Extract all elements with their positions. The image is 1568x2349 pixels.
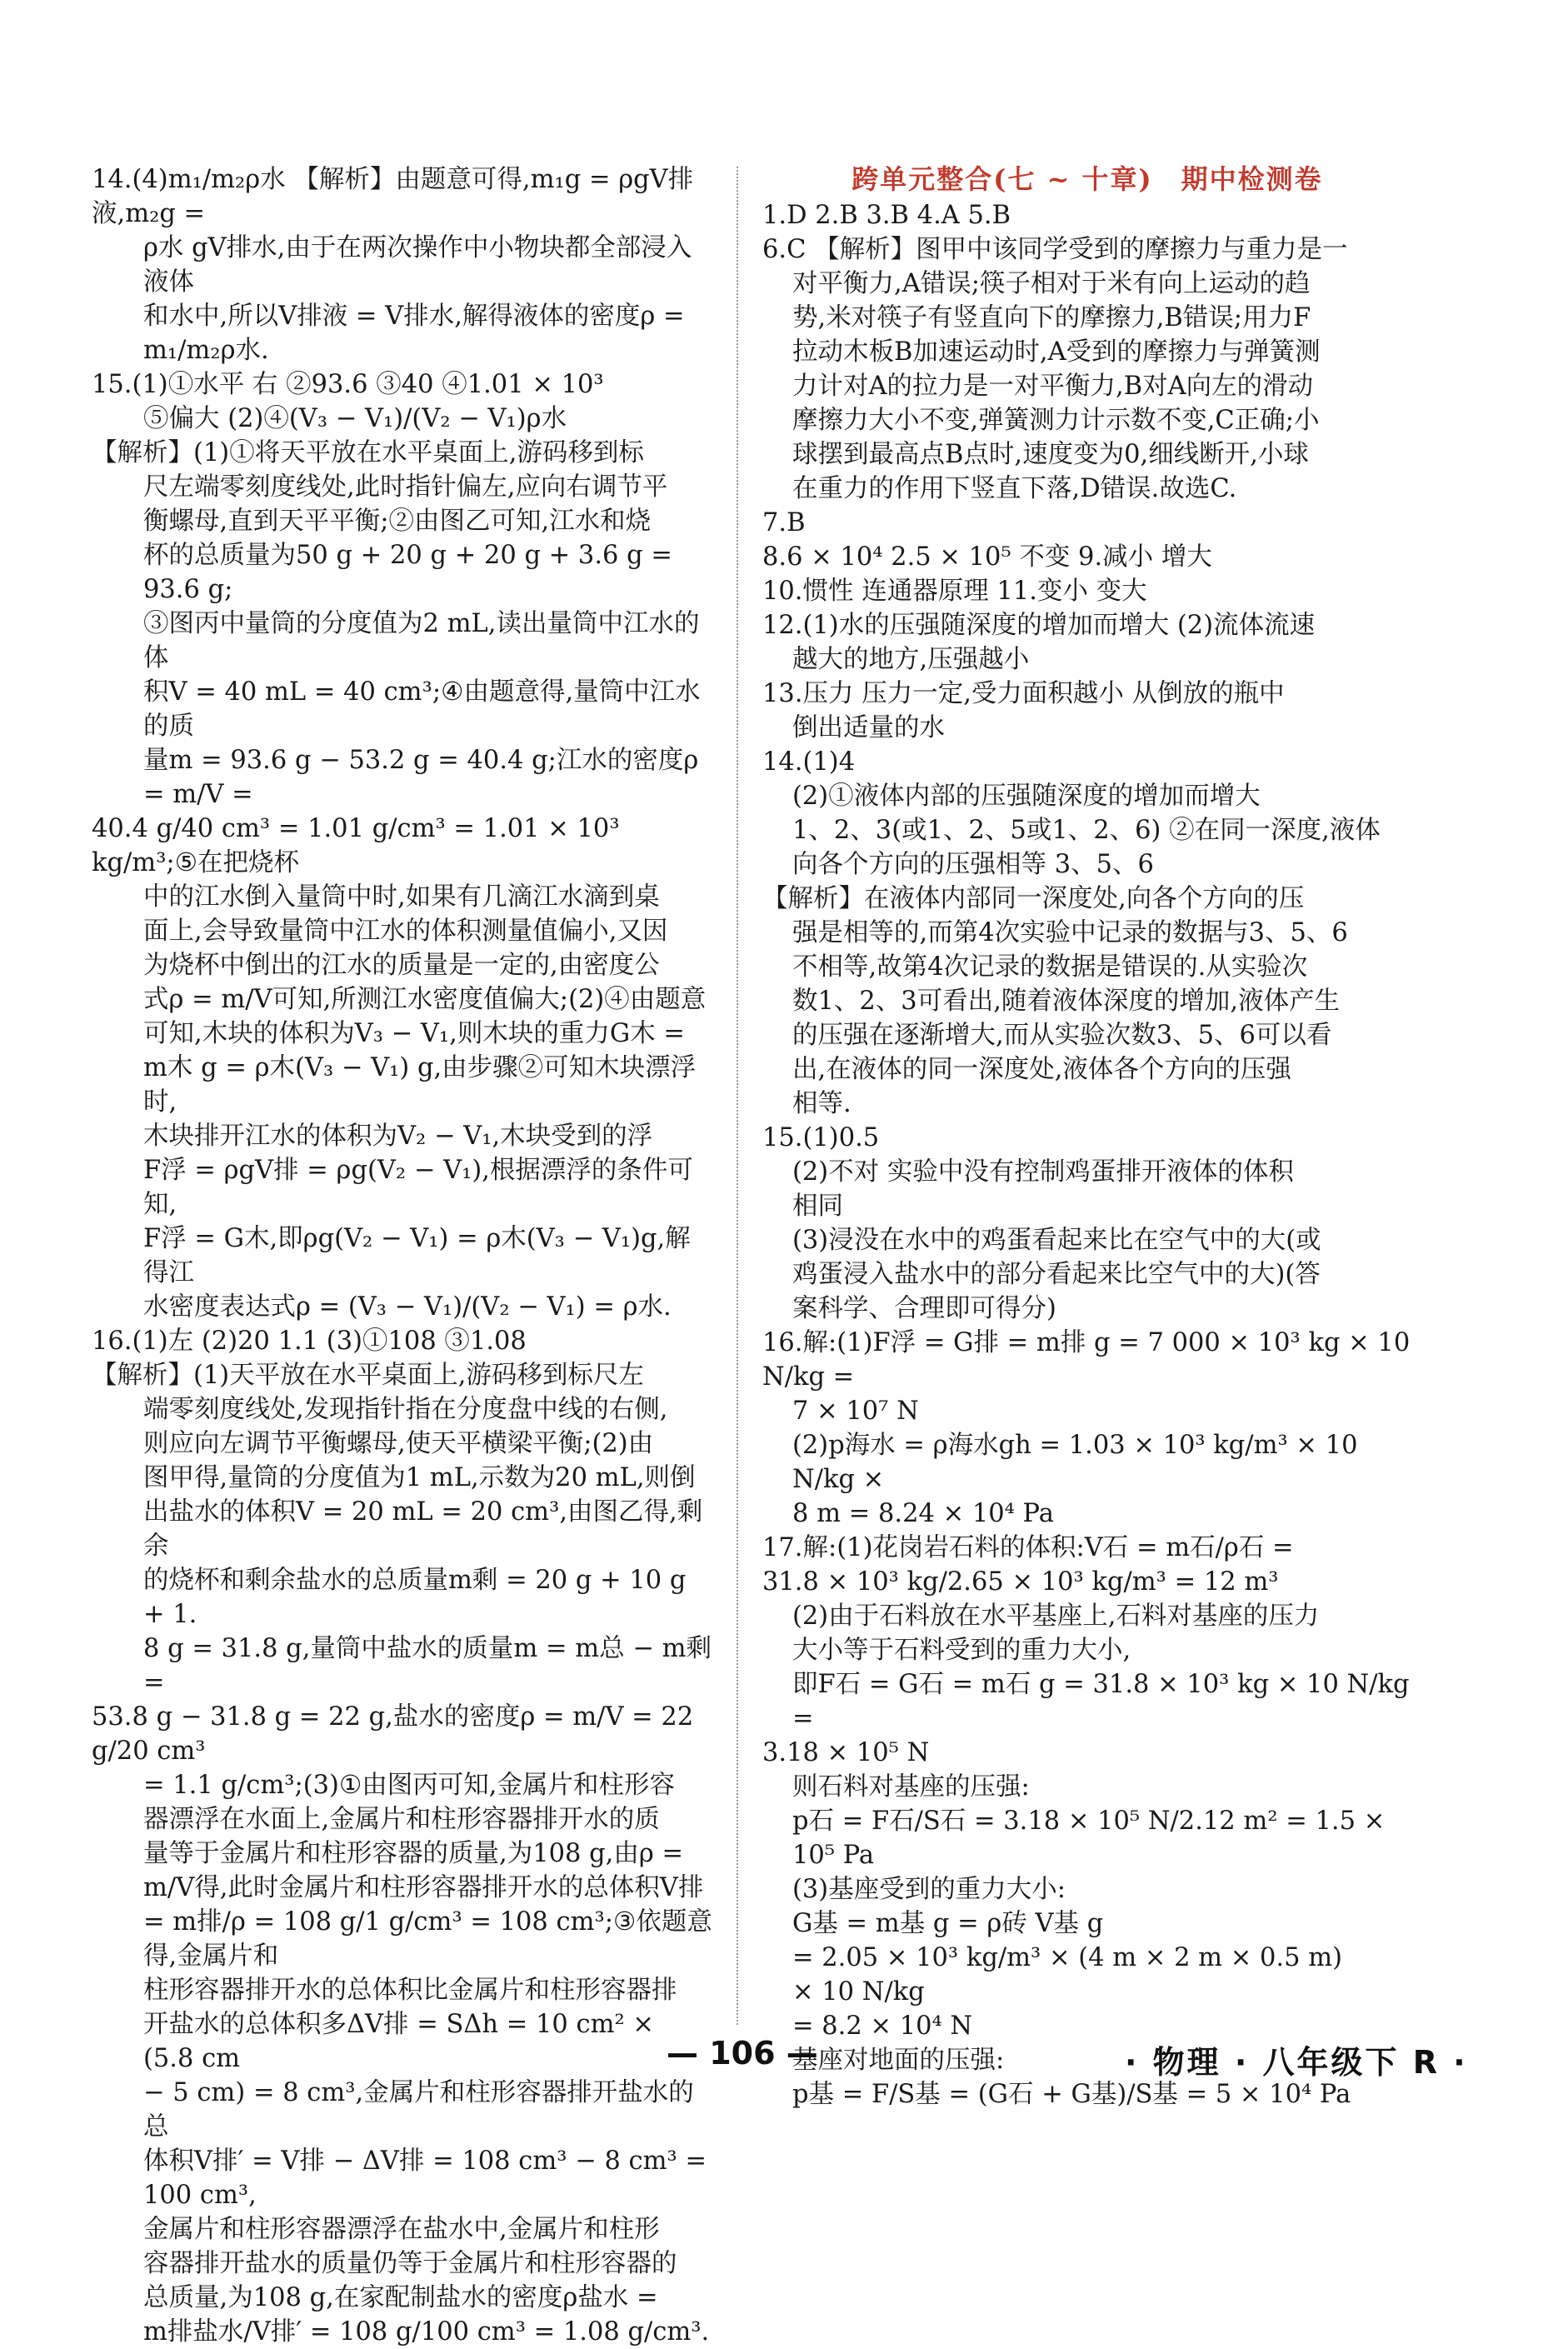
text-line: 17.解:(1)花岗岩石料的体积:V石 = m石/ρ石 =: [762, 1533, 1294, 1562]
text-line: 3.18 × 10⁵ N: [762, 1738, 930, 1767]
text-line: F浮 = ρgV排 = ρg(V₂ − V₁),根据漂浮的条件可知,: [143, 1156, 693, 1219]
text-line: 积V = 40 mL = 40 cm³;④由题意得,量筒中江水的质: [143, 677, 701, 741]
text-line: 31.8 × 10³ kg/2.65 × 10³ kg/m³ = 12 m³: [762, 1567, 1279, 1597]
text-line: 量m = 93.6 g − 53.2 g = 40.4 g;江水的密度ρ = m/V =: [143, 746, 707, 809]
text-line: 鸡蛋浸入盐水中的部分看起来比空气中的大)(答: [792, 1260, 1321, 1289]
text-line: 相等.: [792, 1089, 851, 1118]
text-line: (2)p海水 = ρ海水gh = 1.03 × 10³ kg/m³ × 10 N/kg ×: [792, 1431, 1366, 1494]
text-line: 8.6 × 10⁴ 2.5 × 10⁵ 不变 9.减小 增大: [762, 542, 1212, 572]
text-line: 则应向左调节平衡螺母,使天平横梁平衡;(2)由: [143, 1429, 654, 1458]
text-line: 器漂浮在水面上,金属片和柱形容器排开水的质: [143, 1805, 660, 1834]
text-line: 尺左端零刻度线处,此时指针偏左,应向右调节平: [143, 472, 668, 502]
text-line: 则石料对基座的压强:: [792, 1772, 1030, 1802]
text-line: 杯的总质量为50 g + 20 g + 20 g + 3.6 g = 93.6 g;: [143, 541, 681, 604]
text-line: 6.C 【解析】图甲中该同学受到的摩擦力与重力是一: [762, 235, 1348, 264]
text-line: 中的江水倒入量筒中时,如果有几滴江水滴到桌: [143, 882, 660, 912]
text-line: 向各个方向的压强相等 3、5、6: [792, 850, 1154, 879]
text-line: (2)①液体内部的压强随深度的增加而增大: [792, 782, 1261, 811]
text-line: 不相等,故第4次记录的数据是错误的.从实验次: [792, 952, 1308, 982]
text-line: 8 g = 31.8 g,量筒中盐水的质量m = m总 − m剩 =: [143, 1634, 720, 1697]
text-line: 16.解:(1)F浮 = G排 = m排 g = 7 000 × 10³ kg × 10 N/kg =: [762, 1328, 1418, 1392]
text-line: (2)不对 实验中没有控制鸡蛋排开液体的体积: [792, 1157, 1294, 1187]
text-line: 倒出适量的水: [792, 713, 945, 742]
text-line: 体积V排′ = V排 − ΔV排 = 108 cm³ − 8 cm³ = 100 cm³,: [143, 2147, 715, 2210]
text-line: 摩擦力大小不变,弹簧测力计示数不变,C正确;小: [792, 406, 1320, 435]
text-line: 大小等于石料受到的重力大小,: [792, 1636, 1131, 1665]
text-line: 案科学、合理即可得分): [792, 1294, 1056, 1323]
text-line: 【解析】(1)天平放在水平桌面上,游码移到标尺左: [92, 1361, 644, 1390]
text-line: 拉动木板B加速运动时,A受到的摩擦力与弹簧测: [792, 337, 1321, 367]
text-line: = 2.05 × 10³ kg/m³ × (4 m × 2 m × 0.5 m): [792, 1943, 1343, 1972]
text-line: m排盐水/V排′ = 108 g/100 cm³ = 1.08 g/cm³.: [143, 2317, 710, 2347]
text-line: G基 = m基 g = ρ砖 V基 g: [792, 1909, 1104, 1938]
text-line: 基座对地面的压强:: [792, 2046, 1005, 2075]
text-line: 8 m = 8.24 × 10⁴ Pa: [792, 1499, 1054, 1528]
right-column: [762, 162, 1418, 2112]
text-line: 面上,会导致量筒中江水的体积测量值偏小,又因: [143, 917, 668, 946]
text-line: 53.8 g − 31.8 g = 22 g,盐水的密度ρ = m/V = 22 g/20 cm³: [92, 1702, 702, 1766]
text-line: 容器排开盐水的质量仍等于金属片和柱形容器的: [143, 2249, 677, 2278]
page-footer: [0, 2035, 1568, 2085]
text-line: (2)由于石料放在水平基座上,石料对基座的压力: [792, 1602, 1320, 1631]
text-line: 【解析】在液体内部同一深度处,向各个方向的压: [762, 884, 1305, 913]
left-column: [92, 162, 720, 2349]
text-line: 相同: [792, 1192, 843, 1221]
text-line: 40.4 g/40 cm³ = 1.01 g/cm³ = 1.01 × 10³ kg/m³;⑤在把烧杯: [92, 814, 628, 877]
text-line: ⑤偏大 (2)④(V₃ − V₁)/(V₂ − V₁)ρ水: [143, 404, 567, 433]
text-line: 15.(1)0.5: [762, 1123, 880, 1152]
text-line: 总质量,为108 g,在家配制盐水的密度ρ盐水 =: [143, 2283, 658, 2312]
book-info: · 物理 · 八年级下 R ·: [1125, 2044, 1468, 2081]
text-line: 可知,木块的体积为V₃ − V₁,则木块的重力G木 =: [143, 1019, 685, 1048]
text-line: 强是相等的,而第4次实验中记录的数据与3、5、6: [792, 918, 1348, 947]
text-line: = 8.2 × 10⁴ N: [792, 2012, 973, 2041]
text-line: p基 = F/S基 = (G石 + G基)/S基 = 5 × 10⁴ Pa: [792, 2080, 1351, 2109]
text-line: 7.B: [762, 508, 806, 537]
text-line: 开盐水的总体积多ΔV排 = SΔh = 10 cm² × (5.8 cm: [143, 2010, 662, 2073]
text-line: 对平衡力,A错误;筷子相对于米有向上运动的趋: [792, 269, 1311, 298]
right-column-body: [762, 198, 1418, 2112]
text-line: = 1.1 g/cm³;(3)①由图丙可知,金属片和柱形容: [143, 1771, 675, 1800]
page-number: — 106 —: [667, 2035, 818, 2072]
text-line: ③图丙中量筒的分度值为2 mL,读出量筒中江水的体: [143, 609, 700, 672]
text-line: 和水中,所以V排液 = V排水,解得液体的密度ρ = m₁/m₂ρ水.: [143, 302, 693, 365]
text-line: ρ水 gV排水,由于在两次操作中小物块都全部浸入液体: [143, 233, 692, 297]
text-line: 力计对A的拉力是一对平衡力,B对A向左的滑动: [792, 372, 1314, 401]
text-line: 1、2、3(或1、2、5或1、2、6) ②在同一深度,液体: [792, 816, 1381, 845]
text-line: 端零刻度线处,发现指针指在分度盘中线的右侧,: [143, 1395, 668, 1424]
text-line: 7 × 10⁷ N: [792, 1397, 919, 1426]
text-line: 图甲得,量筒的分度值为1 mL,示数为20 mL,则倒: [143, 1463, 696, 1492]
text-line: 即F石 = G石 = m石 g = 31.8 × 10³ kg × 10 N/kg =: [792, 1670, 1418, 1733]
text-line: 出盐水的体积V = 20 mL = 20 cm³,由图乙得,剩余: [143, 1497, 703, 1561]
text-line: 柱形容器排开水的总体积比金属片和柱形容器排: [143, 1976, 677, 2005]
text-line: 的烧杯和剩余盐水的总质量m剩 = 20 g + 10 g + 1.: [143, 1566, 695, 1629]
text-line: 衡螺母,直到天平平衡;②由图乙可知,江水和烧: [143, 507, 652, 536]
text-line: 16.(1)左 (2)20 1.1 (3)①108 ③1.08: [92, 1327, 527, 1356]
text-line: m木 g = ρ木(V₃ − V₁) g,由步骤②可知木块漂浮时,: [143, 1053, 697, 1117]
text-line: 13.压力 压力一定,受力面积越小 从倒放的瓶中: [762, 679, 1285, 708]
text-line: 量等于金属片和柱形容器的质量,为108 g,由ρ =: [143, 1839, 684, 1868]
text-line: 球摆到最高点B点时,速度变为0,细线断开,小球: [792, 440, 1309, 469]
text-line: F浮 = G木,即ρg(V₂ − V₁) = ρ木(V₃ − V₁)g,解得江: [143, 1224, 691, 1287]
text-line: 在重力的作用下竖直下落,D错误.故选C.: [792, 474, 1237, 503]
column-divider: [737, 167, 738, 2025]
text-line: 水密度表达式ρ = (V₃ − V₁)/(V₂ − V₁) = ρ水.: [143, 1292, 672, 1322]
text-line: 的压强在逐渐增大,而从实验次数3、5、6可以看: [792, 1021, 1332, 1050]
text-line: 为烧杯中倒出的江水的质量是一定的,由密度公: [143, 951, 660, 980]
text-line: 数1、2、3可看出,随着液体深度的增加,液体产生: [792, 987, 1341, 1016]
text-line: 1.D 2.B 3.B 4.A 5.B: [762, 201, 1011, 230]
text-line: (3)基座受到的重力大小:: [792, 1875, 1066, 1904]
text-line: 【解析】(1)①将天平放在水平桌面上,游码移到标: [92, 438, 644, 467]
text-line: 式ρ = m/V可知,所测江水密度值偏大;(2)④由题意: [143, 985, 707, 1014]
text-line: 势,米对筷子有竖直向下的摩擦力,B错误;用力F: [792, 303, 1311, 332]
text-line: 10.惯性 连通器原理 11.变小 变大: [762, 577, 1147, 606]
text-line: = m排/ρ = 108 g/1 g/cm³ = 108 cm³;③依题意得,金属片和: [143, 1907, 712, 1971]
text-line: 出,在液体的同一深度处,液体各个方向的压强: [792, 1055, 1291, 1084]
text-line: − 5 cm) = 8 cm³,金属片和柱形容器排开盐水的总: [143, 2078, 694, 2142]
text-line: 14.(1)4: [762, 747, 856, 777]
text-line: (3)浸没在水中的鸡蛋看起来比在空气中的大(或: [792, 1226, 1321, 1255]
text-line: m/V得,此时金属片和柱形容器排开水的总体积V排: [143, 1873, 704, 1902]
text-line: 金属片和柱形容器漂浮在盐水中,金属片和柱形: [143, 2215, 660, 2244]
section-title: 跨单元整合(七 ~ 十章) 期中检测卷: [851, 163, 1323, 195]
text-line: p石 = F石/S石 = 3.18 × 10⁵ N/2.12 m² = 1.5 × 10⁵ Pa: [792, 1807, 1393, 1870]
text-line: 越大的地方,压强越小: [792, 645, 1030, 674]
text-line: 15.(1)①水平 右 ②93.6 ③40 ④1.01 × 10³: [92, 370, 604, 399]
text-line: 12.(1)水的压强随深度的增加而增大 (2)流体流速: [762, 611, 1316, 640]
text-line: 14.(4)m₁/m₂ρ水 【解析】由题意可得,m₁g = ρgV排液,m₂g =: [92, 165, 694, 228]
text-line: × 10 N/kg: [792, 1977, 925, 2007]
text-line: 木块排开江水的体积为V₂ − V₁,木块受到的浮: [143, 1122, 653, 1151]
